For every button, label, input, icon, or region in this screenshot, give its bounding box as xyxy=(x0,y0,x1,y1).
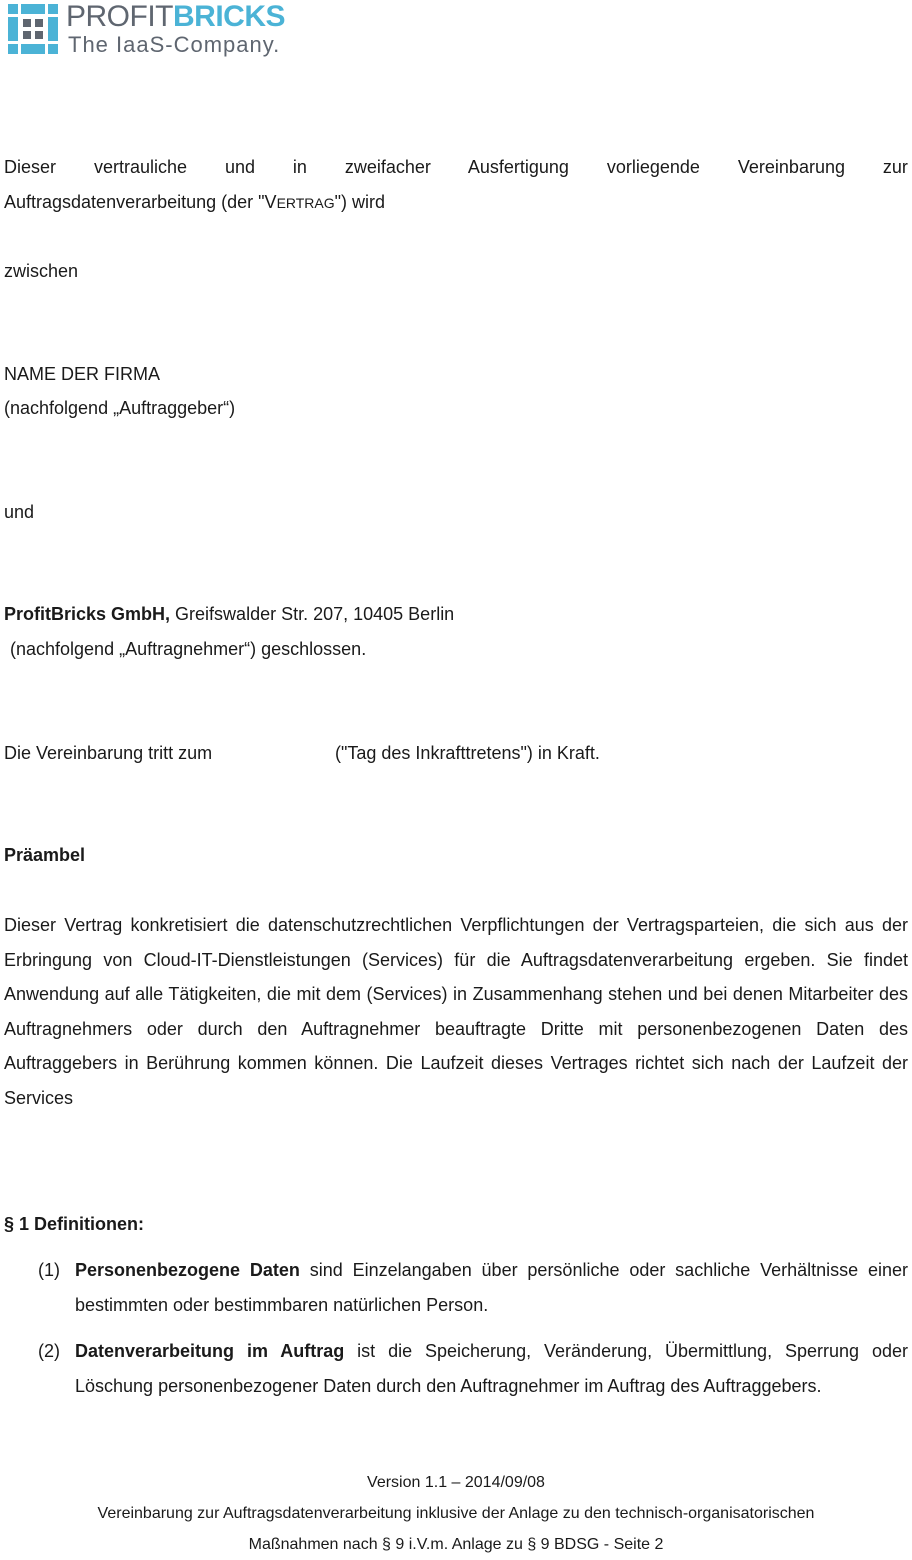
and-label: und xyxy=(4,502,35,522)
definition-number: (2) xyxy=(38,1341,60,1361)
client-role: (nachfolgend „Auftraggeber“) xyxy=(4,398,236,418)
contractor-name: ProfitBricks GmbH, xyxy=(4,604,171,624)
preamble-paragraph: Dieser Vertrag konkretisiert die datenschutzrechtlichen Verpflichtungen der Vertragsparteien, die sich aus der Erbringung von Cloud-IT-Dienstleistungen (Services) für die Auftragsdatenverarbeitung ergeben. Sie findet Anwendung auf alle Tätigkeiten, die mit dem (Services) in Zusammenhang stehen und bei denen Mitarbeiter des Auftragnehmers oder durch den Auftragnehmer beauftragte Dritte mit personenbezogenen Daten des Auftraggebers in Berührung kommen können. Die Laufzeit dieses Vertrages richtet sich nach der Laufzeit der Services xyxy=(4,915,908,1108)
footer-version: Version 1.1 – 2014/09/08 xyxy=(367,1474,545,1491)
definition-body xyxy=(75,1334,908,1403)
definition-term: Personenbezogene Daten xyxy=(75,1260,300,1280)
definition-body xyxy=(75,1253,908,1322)
contractor-role: (nachfolgend „Auftragnehmer“) geschlossen. xyxy=(10,639,367,659)
footer-line-2: Maßnahmen nach § 9 i.V.m. Anlage zu § 9 BDSG - Seite 2 xyxy=(248,1536,664,1553)
effective-right: ("Tag des Inkrafttretens") in Kraft. xyxy=(335,743,600,763)
intro-line2-prefix: Auftragsdatenverarbeitung (der " xyxy=(4,192,265,212)
intro-word: zweifacher xyxy=(344,157,431,177)
client-name: NAME DER FIRMA xyxy=(4,364,161,384)
intro-line2-suffix: ") wird xyxy=(334,192,386,212)
intro-line-1 xyxy=(4,150,908,185)
intro-word: und xyxy=(224,157,255,177)
logo-tagline: The IaaS-Company. xyxy=(68,32,281,57)
profitbricks-logo-icon xyxy=(8,4,58,54)
logo-brand-name xyxy=(66,0,285,34)
profitbricks-logo xyxy=(8,2,308,58)
intro-vertrag-rest: ERTRAG xyxy=(276,195,335,211)
definition-text: ist die Speicherung, Veränderung, Übermittlung, Sperrung oder Löschung personenbezogener Daten durch den Auftragnehmer im Auftrag des Auftraggebers. xyxy=(75,1341,908,1396)
logo-brand-part1: PROFIT xyxy=(66,0,173,33)
section1-heading xyxy=(4,1207,144,1242)
intro-word: Dieser xyxy=(4,157,57,177)
intro-vertrag-v: V xyxy=(264,192,277,212)
definition-number: (1) xyxy=(38,1260,60,1280)
preamble-heading xyxy=(4,838,85,873)
intro-line-2 xyxy=(4,185,385,221)
contractor-address: Greifswalder Str. 207, 10405 Berlin xyxy=(170,604,455,624)
preamble-heading-text: Präambel xyxy=(4,845,86,865)
definition-item-1 xyxy=(38,1253,908,1322)
definition-term: Datenverarbeitung im Auftrag xyxy=(75,1341,345,1361)
intro-word: vorliegende xyxy=(606,157,700,177)
definition-text: sind Einzelangaben über persönliche oder sachliche Verhältnisse einer bestimmten oder bestimmbaren natürlichen Person. xyxy=(75,1260,908,1315)
intro-word: Vereinbarung xyxy=(737,157,845,177)
footer-line-1: Vereinbarung zur Auftragsdatenverarbeitung inklusive der Anlage zu den technisch-organisatorischen xyxy=(97,1505,815,1522)
contractor-line xyxy=(4,597,454,632)
preamble-text xyxy=(4,908,908,1115)
definition-item-2 xyxy=(38,1334,908,1403)
between-label: zwischen xyxy=(4,261,79,281)
intro-word: in xyxy=(292,157,307,177)
intro-word: zur xyxy=(882,157,908,177)
intro-word: vertrauliche xyxy=(93,157,187,177)
section1-heading-text: § 1 Definitionen: xyxy=(4,1214,145,1234)
intro-word: Ausfertigung xyxy=(467,157,569,177)
logo-brand-part2: BRICKS xyxy=(173,0,286,33)
effective-left: Die Vereinbarung tritt zum xyxy=(4,743,213,763)
